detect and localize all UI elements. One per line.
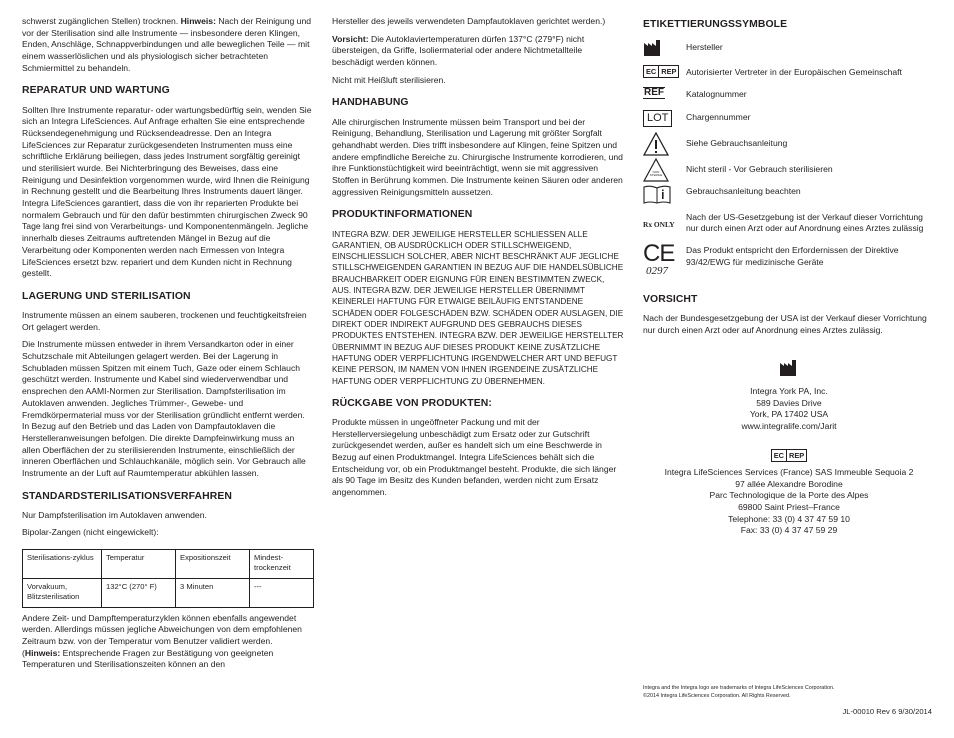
table-row [23, 578, 314, 607]
manufacturer-icon [643, 40, 679, 56]
table-cell: --- [250, 578, 314, 607]
trademark-notice [643, 684, 935, 701]
caution-paragraph [332, 34, 624, 69]
manufacturer-address [643, 386, 935, 433]
symbol-desc: Das Produkt entspricht den Erfordernissen der Direktive 93/42/EWG für medizinische Geräte [686, 244, 899, 267]
intro-text-a: schwerst zugänglichen Stellen) trocknen. [22, 16, 181, 26]
table-cell: Vorvakuum, Blitzsterilisation [23, 578, 102, 607]
returns-text: Produkte müssen in ungeöffneter Packung und mit der Herstellerversiegelung unbeschädigt zum Ersatz oder zur Gutschrift zurückgesendet werden, außer es handelt sich um eine Beschwerde in Bezug auf einen Produktmangel. Integra LifeSciences behält sich die Entscheidung vor, ob ein Produktmangel besteht. Produkte, die sich länger als 90 Tage im Besitz des Kunden befanden, werden nicht zum Ersatz angenommen. [332, 417, 617, 498]
non-sterile-icon [643, 158, 679, 182]
address-line: 97 allée Alexandre Borodine [735, 478, 843, 489]
storage-text-1: Instrumente müssen an einem sauberen, trockenen und feuchtigkeitsfreien Ort gelagert werden. [22, 310, 307, 332]
intro-paragraph [22, 16, 312, 74]
sterilization-table [22, 549, 314, 607]
after-text-b: Entsprechende Fragen zur Bestätigung von geeigneten Temperaturen und Sterilisationszeiten können an den [22, 647, 274, 670]
caution-text: Die Autoklaviertemperaturen dürfen 137°C (279°F) nicht übersteigen, da Griffe, Isoliermaterial oder andere Nichtmetallteile beschädigt werden können. [332, 33, 585, 68]
symbol-row-manufacturer [643, 40, 935, 56]
ce-mark-glyph: CE [643, 239, 675, 267]
caution-text: Nach der Bundesgesetzgebung der USA ist der Verkauf dieser Vorrichtung nur durch einen Arzt oder auf Anordnung eines Arztes zulässig. [643, 313, 927, 335]
ec-rep-icon [643, 65, 679, 78]
repair-text: Sollten Ihre Instrumente reparatur- oder wartungsbedürftig sein, wenden Sie sich an Integra LifeSciences. Auf Anfrage erhalten Sie eine entsprechende Rücksendegenehmigung und Rücksendeadresse. Den an Integra LifeSciences zur Reparatur zurückgesendeten Instrumenten muss eine schriftliche Erklärung beiliegen, dass jedes Instrument sorgfältig gereinigt und sterilisiert wurde. Bei Nichterbringung des Beweises, dass eine Reinigung und Desinfektion vorgenommen wurde, wird Ihnen die Reinigung in Rechnung gestellt und die Bearbeitung Ihres Instruments dauert länger. Integra LifeSciences garantiert, dass die von ihr reparierten Produkte bei normalem Gebrauch und für den dafür bestimmten chirurgischen Zweck 90 Tage lang frei sind von Verarbeitungs- und Komponentenmängeln. Jegliche innerhalb dieses Zeitraums auftretenden Mängel in Bezug auf die Verarbeitung oder Komponenten werden nach Ermessen von Integra LifeSciences ersetzt bzw. repariert und dem Kunden nicht in Rechnung gestellt. [22, 104, 312, 279]
lot-icon [643, 110, 679, 127]
ref-label: REF [644, 86, 664, 98]
symbol-row-lot [643, 110, 935, 127]
address-line: Telephone: 33 (0) 4 37 47 59 10 [728, 513, 850, 524]
ec-label: EC [644, 66, 659, 77]
ec-rep-block [643, 449, 935, 537]
column-right [643, 16, 935, 537]
column-left [22, 16, 312, 677]
after-table-paragraph [22, 613, 312, 671]
ref-icon [643, 87, 679, 99]
instructions-book-icon [643, 184, 679, 204]
intro-hint-label: Hinweis: [180, 16, 216, 26]
address-line: www.integralife.com/Jarit [741, 421, 837, 432]
symbol-desc: Nicht steril - Vor Gebrauch sterilisieren [686, 163, 833, 174]
storage-heading: LAGERUNG UND STERILISATION [22, 290, 191, 302]
repair-heading: REPARATUR UND WARTUNG [22, 85, 170, 97]
table-header-cell: Temperatur [102, 550, 176, 579]
after-text-a: Andere Zeit- und Dampftemperaturzyklen können ebenfalls angewendet werden. Allerdings müssen jegliche Abweichungen von dem empfohlenen Zeitraum bzw. von der Temperatur vom Benutzer validiert werden. ( [22, 612, 302, 658]
symbols-heading: ETIKETTIERUNGSSYMBOLE [643, 19, 788, 30]
symbol-desc: Gebrauchsanleitung beachten [686, 185, 801, 196]
symbol-row-non-sterile [643, 158, 935, 182]
symbol-desc: Siehe Gebrauchsanleitung [686, 137, 788, 148]
symbol-desc: Autorisierter Vertreter in der Europäischen Gemeinschaft [686, 67, 902, 78]
ec-label: EC [772, 450, 787, 461]
symbol-row-warning [643, 132, 935, 156]
intro-text-b: Nach der Reinigung und vor der Sterilisation sind alle Instrumente — insbesondere deren Klingen, Enden, Anschläge, Schnappverbindungen und alle beweglichen Teile — mit einem wasserlöslichen und als physiologisch sicher betrachteten Schmiermittel zu behandeln. [22, 16, 312, 73]
symbol-desc: Hersteller [686, 42, 723, 53]
storage-text-2: Die Instrumente müssen entweder in ihrem Versandkarton oder in einer Schutzschale mit Abteilungen gelagert werden. Bei der Lagerung in Schubladen müssen Spitzen mit einem Tuch, Gaze oder einem Schlauch geschützt werden. Instrumente und Kabel sind wiederverwendbar und ensprechen den AAMI-Normen zur Sterilisation. Dampfsterilisation im Autoklaven anwenden. Jegliches Trümmer-, Gewebe- und Fremdkörpermaterial muss vor der Sterilisation gründlicht entfernt werden. In Bezug auf den Betrieb und das Laden von Dampfautoklaven die Herstelleranweisungen befolgen. Die direkte Dampfeinwirkung muss an allen Oberflächen der zu sterilisierenden Instrumente, einschließlich der inneren Oberflächen und Schlauchkanäle, möglich sein. Vor Gebrauch alle Instrumente an der Luft auf Raumtemperatur abkühlen lassen. [22, 339, 306, 478]
symbol-row-ce [643, 239, 935, 277]
trademark-line: Integra and the Integra logo are trademarks of Integra LifeSciences Corporation. [643, 685, 835, 691]
std-sterilization-heading: STANDARDSTERILISATIONSVERFAHREN [22, 490, 232, 502]
address-line: 69800 Saint Priest–France [738, 501, 840, 512]
address-line: 589 Davies Drive [756, 397, 822, 408]
copyright-line: ©2014 Integra LifeSciences Corporation. All Rights Reserved. [643, 693, 791, 700]
caution-heading: VORSICHT [643, 293, 698, 305]
returns-heading: RÜCKGABE VON PRODUKTEN: [332, 397, 492, 409]
address-line: York, PA 17402 USA [749, 409, 829, 420]
product-info-text: INTEGRA BZW. DER JEWEILIGE HERSTELLER SCHLIESSEN ALLE GARANTIEN, OB AUSDRÜCKLICH ODER STILLSCHWEIGEND, EINSCHLIESSLICH SOLCHER, ABER NICHT BESCHRÄNKT AUF JEGLICHE STILLSCHWEIGENDEN GARANTIEN IN BEZUG AUF DIE HANDELSÜBLICHE BRAUCHBARKEIT ODER EIGNUNG FÜR EINEN BESTIMMTEN ZWECK, AUS. INTEGRA BZW. DER JEWEILIGE HERSTELLER ÜBERNIMMT KEINERLEI HAFTUNG FÜR ETWAIGE BEILÄUFIG ENTSTANDENE SCHÄDEN ODER FOLGESCHÄDEN BZW. SCHÄDEN ODER AUSLAGEN, DIE DIREKT ODER INDIREKT AUFGRUND DES GEBRAUCHS DIESES PRODUKTES ENTSTEHEN. INTEGRA BZW. DER JEWEILIGE HERSTELLTER ÜBERNIMMT IN BEZUG AUF DIESES PRODUKT KEINE ZUSÄTZLICHE HAFTUNG ODER VERPFLICHTUNG IRGENDWELCHER ART UND BEFUGT KEINE PERSON, IM NAMEN VON IHNEN IRGENDEINE ZUSÄTZLICHE HAFTUNG ODER VERPFLICHTUNG ZU ÜBERNEHMEN. [332, 229, 624, 386]
rep-label: REP [661, 67, 677, 77]
symbol-desc: Nach der US-Gesetzgebung ist der Verkauf dieser Vorrichtung nur durch einen Arzt oder auf Anordnung eines Arztes zulässig [686, 211, 924, 234]
manufacturer-icon [643, 360, 935, 380]
handling-heading: HANDHABUNG [332, 97, 409, 109]
warning-triangle-icon [643, 132, 679, 156]
symbol-desc: Chargennummer [686, 111, 751, 122]
std-text-1: Nur Dampfsterilisation im Autoklaven anwenden. [22, 509, 207, 520]
table-cell: 132°C (270° F) [102, 578, 176, 607]
col2-intro: Hersteller des jeweils verwendeten Dampfautoklaven gerichtet werden.) [332, 16, 606, 26]
symbol-row-ref [643, 87, 935, 101]
ec-rep-address [643, 467, 935, 537]
table-header-cell: Expositionszeit [176, 550, 250, 579]
product-info-heading: PRODUKTINFORMATIONEN [332, 209, 473, 221]
after-hint-label: Hinweis: [24, 647, 61, 658]
std-text-2: Bipolar-Zangen (nicht eingewickelt): [22, 527, 159, 538]
lot-label: LOT [643, 110, 672, 127]
rx-only-label: Rx ONLY [643, 219, 675, 229]
rx-only-icon [643, 212, 679, 230]
document-number: JL-00010 Rev 6 9/30/2014 [842, 707, 932, 716]
symbol-desc: Katalognummer [686, 88, 747, 99]
table-header-cell: Sterilisations-zyklus [23, 550, 102, 579]
table-header-cell: Mindest-trockenzeit [250, 550, 314, 579]
ce-number: 0297 [646, 264, 668, 277]
rep-label: REP [789, 450, 805, 460]
address-line: Integra LifeSciences Services (France) SAS Immeuble Sequoia 2 [664, 466, 914, 477]
handling-text: Alle chirurgischen Instrumente müssen beim Transport und bei der Reinigung, Behandlung, Sterilisation und Lagerung mit größter Sorgfalt gehandhabt werden. Dies trifft insbesondere auf Klingen, feine Spitzen und andere empfindliche Bereiche zu. Chirurgische Instrumente korrodieren, und ihre Funktionstüchtigkeit wird beeinträchtigt, wenn sie mit aggressiven Stoffen in Berührung kommen. Die Instrumente keinen Säuren oder anderen aggressiven Reinigungsmitteln aussetzen. [332, 116, 623, 197]
address-line: Integra York PA, Inc. [750, 386, 828, 397]
non-sterile-label: NON STERILE [649, 169, 663, 177]
address-line: Fax: 33 (0) 4 37 47 59 29 [740, 525, 838, 536]
ce-mark-icon [643, 239, 679, 277]
symbol-row-instructions [643, 184, 935, 204]
address-line: Parc Technologique de la Porte des Alpes [709, 490, 869, 501]
symbol-row-ec-rep [643, 65, 935, 79]
symbol-row-rx-only [643, 212, 935, 235]
manufacturer-block [643, 360, 935, 432]
table-header-row [23, 550, 314, 579]
table-cell: 3 Minuten [176, 578, 250, 607]
ec-rep-icon [771, 449, 807, 462]
column-middle [332, 16, 624, 505]
no-hot-air-text: Nicht mit Heißluft sterilisieren. [332, 74, 446, 85]
caution-label: Vorsicht: [332, 33, 369, 44]
